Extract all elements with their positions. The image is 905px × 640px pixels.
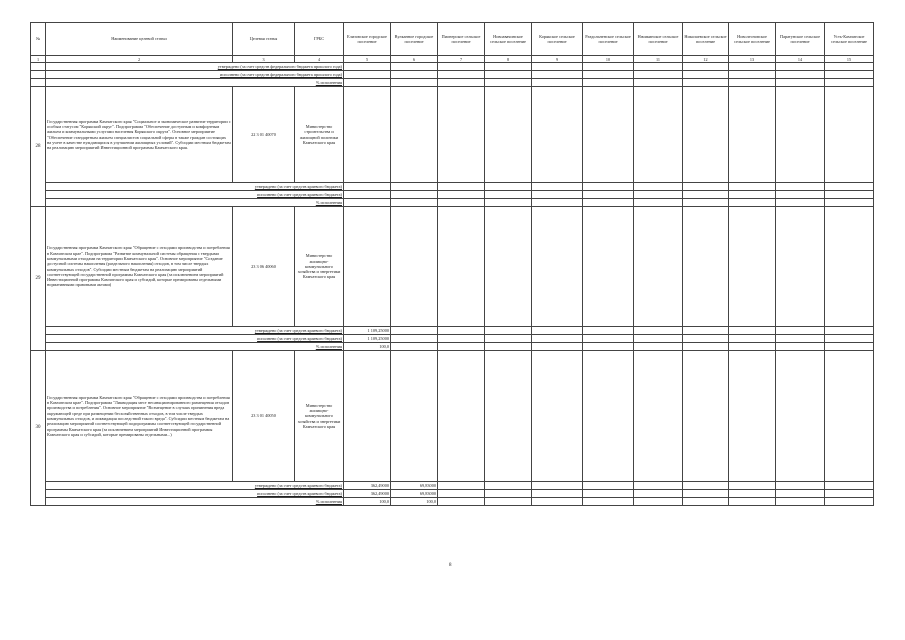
value-cell: 100,0 [391, 498, 438, 506]
value-cell [485, 498, 532, 506]
value-cell [391, 199, 438, 207]
row-number-cell [31, 71, 46, 79]
column-number: 7 [438, 56, 485, 63]
row-number: 29 [31, 207, 46, 351]
value-cell [485, 327, 532, 335]
column-number: 1 [31, 56, 46, 63]
value-cell [583, 183, 634, 191]
column-header: Паратунское сельское поселение [776, 23, 825, 56]
value-cell [391, 335, 438, 343]
value-cell [776, 191, 825, 199]
value-cell [344, 199, 391, 207]
table-row [31, 335, 874, 343]
column-number: 10 [583, 56, 634, 63]
value-cell [634, 199, 683, 207]
table-row [31, 191, 874, 199]
row-number: 28 [31, 87, 46, 207]
value-cell [583, 207, 634, 327]
value-cell [683, 327, 729, 335]
value-cell [825, 63, 874, 71]
value-cell [485, 490, 532, 498]
table-row [31, 63, 874, 71]
row-label: % исполнения [46, 343, 344, 351]
column-header: Вулканное городское поселение [391, 23, 438, 56]
value-cell [583, 335, 634, 343]
value-cell [532, 183, 583, 191]
value-cell [683, 87, 729, 183]
column-header: Наименование целевой статьи [46, 23, 233, 56]
target-code: 23 3 01 40050 [233, 351, 295, 482]
row-label: % исполнения [46, 498, 344, 506]
column-number: 12 [683, 56, 729, 63]
value-cell [438, 87, 485, 183]
value-cell [438, 351, 485, 482]
value-cell [729, 351, 776, 482]
grbs-name: Министерство жилищно-коммунального хозяйства и энергетики Камчатского края [295, 207, 344, 327]
value-cell [485, 71, 532, 79]
program-name: Государственная программа Камчатского края "Социальное и экономическое развитие территории с особым статусом "Корякский округ". Подпрограмма "Обеспечение доступным и комфортным жильем и коммунальными услугами населения Корякского округа". Основное мероприятие "Обеспечение стандартным жильем специалистов социальной сферы в также граждан состоящих на учете в качестве нуждающихся в улучшении жилищных условий". Субсидии местным бюджетам на реализацию мероприятий Инвестиционной программы Камчатского края. [46, 87, 233, 183]
value-cell [438, 71, 485, 79]
value-cell [583, 482, 634, 490]
page-number: 8 [449, 563, 452, 568]
column-header: № [31, 23, 46, 56]
value-cell [391, 343, 438, 351]
value-cell [683, 351, 729, 482]
column-number: 9 [532, 56, 583, 63]
row-label: % исполнения [46, 79, 344, 87]
value-cell [532, 490, 583, 498]
value-cell [532, 498, 583, 506]
column-header: Николаевское сельское поселение [683, 23, 729, 56]
value-cell [438, 498, 485, 506]
value-cell [776, 207, 825, 327]
value-cell [438, 490, 485, 498]
value-cell [825, 351, 874, 482]
column-number: 4 [295, 56, 344, 63]
row-number-cell [31, 63, 46, 71]
value-cell [729, 79, 776, 87]
value-cell [583, 498, 634, 506]
value-cell [825, 498, 874, 506]
row-label: исполнено (за счет средств краевого бюджета) [46, 191, 344, 199]
table-row [31, 183, 874, 191]
budget-table [30, 22, 874, 506]
value-cell [683, 335, 729, 343]
value-cell [438, 183, 485, 191]
column-header: Елизовское городское поселение [344, 23, 391, 56]
value-cell [825, 482, 874, 490]
value-cell [583, 63, 634, 71]
value-cell: 69,83000 [391, 482, 438, 490]
value-cell [391, 351, 438, 482]
table-row [31, 71, 874, 79]
column-number: 11 [634, 56, 683, 63]
value-cell [634, 498, 683, 506]
value-cell [344, 63, 391, 71]
value-cell [532, 199, 583, 207]
value-cell [438, 63, 485, 71]
row-label: исполнено (за счет средств краевого бюджета) [46, 490, 344, 498]
value-cell: 100,0 [344, 498, 391, 506]
value-cell: 1 109,25000 [344, 335, 391, 343]
value-cell [825, 207, 874, 327]
value-cell [583, 79, 634, 87]
table-row [31, 498, 874, 506]
value-cell [683, 207, 729, 327]
value-cell [438, 327, 485, 335]
value-cell [634, 183, 683, 191]
value-cell [776, 71, 825, 79]
value-cell [532, 327, 583, 335]
budget-sheet [30, 22, 874, 506]
value-cell [391, 87, 438, 183]
value-cell [344, 71, 391, 79]
program-row [31, 207, 874, 327]
value-cell [532, 343, 583, 351]
value-cell [485, 351, 532, 482]
value-cell [634, 335, 683, 343]
value-cell [391, 79, 438, 87]
value-cell [634, 63, 683, 71]
value-cell [634, 490, 683, 498]
table-body [31, 23, 874, 506]
value-cell [825, 183, 874, 191]
row-label: исполнено (за счет средств краевого бюджета) [46, 335, 344, 343]
value-cell [683, 482, 729, 490]
value-cell [344, 191, 391, 199]
value-cell [729, 191, 776, 199]
table-row [31, 482, 874, 490]
value-cell [729, 343, 776, 351]
row-label: утверждено (за счет средств краевого бюджета) [46, 327, 344, 335]
value-cell [438, 207, 485, 327]
value-cell [344, 79, 391, 87]
value-cell: 69,83000 [391, 490, 438, 498]
column-number: 13 [729, 56, 776, 63]
value-cell [583, 71, 634, 79]
value-cell [776, 87, 825, 183]
value-cell [683, 71, 729, 79]
value-cell: 362,49000 [344, 490, 391, 498]
value-cell [583, 490, 634, 498]
value-cell [532, 482, 583, 490]
value-cell [825, 490, 874, 498]
value-cell [438, 335, 485, 343]
column-header: Корякское сельское поселение [532, 23, 583, 56]
value-cell [344, 207, 391, 327]
value-cell [532, 335, 583, 343]
value-cell: 100,0 [344, 343, 391, 351]
value-cell [825, 87, 874, 183]
value-cell [825, 343, 874, 351]
value-cell [729, 482, 776, 490]
value-cell [532, 71, 583, 79]
value-cell: 1 109,25000 [344, 327, 391, 335]
value-cell [729, 327, 776, 335]
value-cell [634, 351, 683, 482]
column-header: Целевая статья [233, 23, 295, 56]
value-cell [729, 199, 776, 207]
value-cell [825, 199, 874, 207]
value-cell [583, 343, 634, 351]
value-cell [683, 191, 729, 199]
value-cell [776, 490, 825, 498]
value-cell [683, 490, 729, 498]
value-cell [776, 343, 825, 351]
value-cell [776, 498, 825, 506]
program-name: Государственная программа Камчатского края "Обращение с отходами производства и потребления в Камчатском крае". Подпрограмма "Развитие коммунальной системы обращения с твердыми коммунальными отходами на территории Камчатского края". Основное мероприятие "Создание доступной системы накопления (раздельного накопления) отходов, в том числе твердых коммунальных отходов". Субсидии местным бюджетам на реализацию мероприятий соответствующей государственной программы Камчатского края (за исключением мероприятий Инвестиционной программы Камчатского края и субсидий, которые премированы отдельными нормативными правовыми актами) [46, 207, 233, 327]
value-cell [438, 191, 485, 199]
value-cell [391, 327, 438, 335]
column-number: 5 [344, 56, 391, 63]
value-cell [683, 79, 729, 87]
table-row [31, 343, 874, 351]
value-cell [391, 183, 438, 191]
value-cell [729, 490, 776, 498]
value-cell [344, 351, 391, 482]
row-number: 30 [31, 351, 46, 506]
value-cell [438, 79, 485, 87]
table-row [31, 490, 874, 498]
value-cell [729, 71, 776, 79]
row-label: утверждено (за счет средств краевого бюджета) [46, 183, 344, 191]
value-cell [485, 343, 532, 351]
row-label: исполнено (за счет средств федерального бюджета прошлого года) [46, 71, 344, 79]
value-cell [776, 327, 825, 335]
value-cell [391, 207, 438, 327]
column-number: 15 [825, 56, 874, 63]
value-cell [391, 63, 438, 71]
value-cell [583, 327, 634, 335]
value-cell [532, 351, 583, 482]
column-number: 14 [776, 56, 825, 63]
value-cell [634, 327, 683, 335]
value-cell [485, 191, 532, 199]
value-cell [485, 482, 532, 490]
value-cell [532, 63, 583, 71]
value-cell [729, 183, 776, 191]
value-cell: 362,49000 [344, 482, 391, 490]
value-cell [776, 63, 825, 71]
value-cell [729, 335, 776, 343]
column-number: 6 [391, 56, 438, 63]
value-cell [825, 191, 874, 199]
column-header: Раздольненское сельское поселение [583, 23, 634, 56]
value-cell [634, 191, 683, 199]
row-label: % исполнения [46, 199, 344, 207]
value-cell [776, 79, 825, 87]
column-header: ГРБС [295, 23, 344, 56]
value-cell [532, 191, 583, 199]
target-code: 22 3 01 40070 [233, 87, 295, 183]
value-cell [683, 498, 729, 506]
row-label: утверждено (за счет средств краевого бюджета) [46, 482, 344, 490]
target-code: 23 3 06 40060 [233, 207, 295, 327]
value-cell [485, 63, 532, 71]
value-cell [825, 71, 874, 79]
value-cell [583, 351, 634, 482]
value-cell [485, 183, 532, 191]
value-cell [485, 335, 532, 343]
value-cell [438, 343, 485, 351]
value-cell [344, 87, 391, 183]
value-cell [532, 79, 583, 87]
table-row [31, 199, 874, 207]
value-cell [729, 207, 776, 327]
column-header: Пионерское сельское поселение [438, 23, 485, 56]
program-row [31, 351, 874, 482]
value-cell [583, 191, 634, 199]
value-cell [776, 351, 825, 482]
value-cell [583, 199, 634, 207]
value-cell [344, 183, 391, 191]
value-cell [776, 335, 825, 343]
column-header: Новоавачинское сельское поселение [485, 23, 532, 56]
value-cell [391, 71, 438, 79]
column-header: Усть-Камчатское сельское поселение [825, 23, 874, 56]
value-cell [438, 199, 485, 207]
value-cell [485, 207, 532, 327]
value-cell [634, 343, 683, 351]
value-cell [485, 87, 532, 183]
value-cell [485, 199, 532, 207]
value-cell [583, 87, 634, 183]
row-number-cell [31, 79, 46, 87]
grbs-name: Министерство жилищно-коммунального хозяйства и энергетики Камчатского края [295, 351, 344, 482]
value-cell [776, 183, 825, 191]
value-cell [825, 335, 874, 343]
column-number-row [31, 56, 874, 63]
value-cell [683, 199, 729, 207]
program-name: Государственная программа Камчатского края "Обращение с отходами производства и потребления в Камчатском крае". Подпрограмма "Ликвидация мест несанкционированного размещения отходов производства и потребления". Основное мероприятие "Возмещение в случаях причинения вреда окружающей среде при размещении бесхозяйственных отходов, в том числе твердых коммунальных отходов, и ликвидация последствий такого вреда". Субсидии местным бюджетам на реализацию мероприятий соответствующей подпрограммы соответствующей государственной программы Камчатского края (за исключением мероприятий Инвестиционной программы Камчатского края и субсидий, которые премированы отдельными...) [46, 351, 233, 482]
value-cell [825, 79, 874, 87]
value-cell [729, 63, 776, 71]
program-row [31, 87, 874, 183]
table-row [31, 327, 874, 335]
grbs-name: Министерство строительства и жилищной политики Камчатского края [295, 87, 344, 183]
value-cell [634, 79, 683, 87]
value-cell [825, 327, 874, 335]
value-cell [683, 63, 729, 71]
column-number: 8 [485, 56, 532, 63]
table-row [31, 79, 874, 87]
row-label: утверждено (за счет средств федерального бюджета прошлого года) [46, 63, 344, 71]
value-cell [776, 199, 825, 207]
value-cell [683, 183, 729, 191]
header-row [31, 23, 874, 56]
value-cell [485, 79, 532, 87]
column-header: Новолесновское сельское поселение [729, 23, 776, 56]
column-header: Начикинское сельское поселение [634, 23, 683, 56]
value-cell [532, 87, 583, 183]
value-cell [634, 87, 683, 183]
value-cell [391, 191, 438, 199]
column-number: 3 [233, 56, 295, 63]
column-number: 2 [46, 56, 233, 63]
value-cell [634, 207, 683, 327]
value-cell [634, 482, 683, 490]
value-cell [438, 482, 485, 490]
value-cell [683, 343, 729, 351]
value-cell [729, 87, 776, 183]
value-cell [634, 71, 683, 79]
value-cell [776, 482, 825, 490]
value-cell [532, 207, 583, 327]
value-cell [729, 498, 776, 506]
